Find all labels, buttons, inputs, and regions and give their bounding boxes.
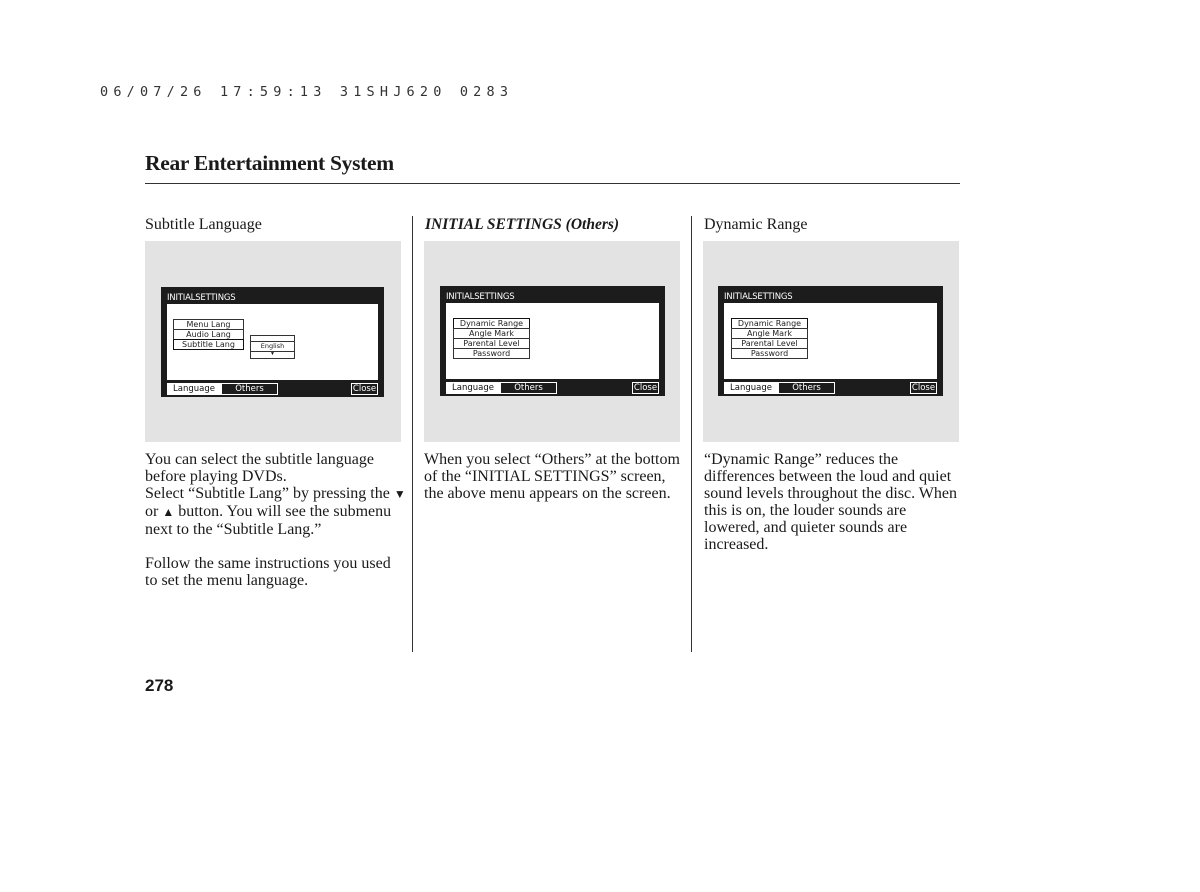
settings-menu — [173, 320, 244, 350]
menu-item-parental-level[interactable]: Parental Level — [453, 338, 530, 349]
title-divider — [145, 183, 960, 184]
menu-item-angle-mark[interactable]: Angle Mark — [453, 328, 530, 339]
language-button[interactable]: Language — [724, 382, 778, 394]
others-button[interactable]: Others — [221, 383, 278, 395]
others-text — [424, 451, 686, 502]
menu-item-angle-mark[interactable]: Angle Mark — [731, 328, 808, 339]
screen-header: INITIALSETTINGS — [724, 292, 793, 302]
screen-display — [718, 286, 943, 396]
screen-illustration-panel — [424, 241, 680, 442]
paragraph: Follow the same instructions you used to set the menu language. — [145, 555, 391, 589]
screen-content — [167, 304, 378, 380]
menu-item-subtitle-lang[interactable]: Subtitle Lang — [173, 339, 244, 350]
menu-item-password[interactable]: Password — [453, 348, 530, 359]
column-divider — [691, 216, 692, 652]
screen-content — [446, 303, 659, 379]
settings-menu — [453, 319, 530, 359]
screen-button-bar — [446, 382, 659, 393]
print-stamp: 06/07/26 17:59:13 31SHJ620 0283 — [100, 84, 514, 100]
subtitle-submenu[interactable] — [250, 335, 295, 359]
paragraph: You can select the subtitle language before playing DVDs. — [145, 451, 374, 485]
down-arrow-icon: ▼ — [393, 487, 406, 501]
column-divider — [412, 216, 413, 652]
submenu-value: English — [251, 342, 294, 352]
close-button[interactable]: Close — [352, 384, 377, 394]
subtitle-language-text — [145, 451, 407, 589]
up-arrow-icon: ▲ — [162, 505, 175, 519]
close-button[interactable]: Close — [633, 383, 658, 393]
settings-menu — [731, 319, 808, 359]
screen-display — [440, 286, 665, 396]
screen-content — [724, 303, 937, 379]
section-heading-dynamic-range: Dynamic Range — [704, 216, 808, 233]
menu-item-parental-level[interactable]: Parental Level — [731, 338, 808, 349]
screen-button-bar — [167, 383, 378, 394]
section-heading-subtitle-language: Subtitle Language — [145, 216, 262, 233]
screen-illustration-panel — [145, 241, 401, 442]
page-title: Rear Entertainment System — [145, 151, 394, 175]
menu-item-menu-lang[interactable]: Menu Lang — [173, 319, 244, 330]
page-number: 278 — [145, 676, 174, 695]
others-button[interactable]: Others — [778, 382, 835, 394]
paragraph: “Dynamic Range” reduces the differences between the loud and quiet sound levels throughout the disc. When this is on, the louder sounds are lowered, and quieter sounds are increased. — [704, 451, 957, 553]
menu-item-audio-lang[interactable]: Audio Lang — [173, 329, 244, 340]
menu-item-dynamic-range[interactable]: Dynamic Range — [731, 318, 808, 329]
screen-header: INITIALSETTINGS — [167, 293, 236, 303]
section-heading-others: INITIAL SETTINGS (Others) — [425, 216, 620, 233]
screen-header: INITIALSETTINGS — [446, 292, 515, 302]
screen-illustration-panel — [703, 241, 959, 442]
menu-item-dynamic-range[interactable]: Dynamic Range — [453, 318, 530, 329]
close-button[interactable]: Close — [911, 383, 936, 393]
paragraph: Select “Subtitle Lang” by pressing the ▼ or ▲ button. You will see the submenu next to the “Subtitle Lang.” — [145, 485, 406, 538]
language-button[interactable]: Language — [446, 382, 500, 394]
submenu-down-arrow-icon[interactable]: ▼ — [270, 352, 275, 357]
screen-button-bar — [724, 382, 937, 393]
others-button[interactable]: Others — [500, 382, 557, 394]
paragraph: When you select “Others” at the bottom of the “INITIAL SETTINGS” screen, the above menu appears on the screen. — [424, 451, 680, 502]
dynamic-range-text — [704, 451, 960, 553]
language-button[interactable]: Language — [167, 383, 221, 395]
menu-item-password[interactable]: Password — [731, 348, 808, 359]
screen-display — [161, 287, 384, 397]
